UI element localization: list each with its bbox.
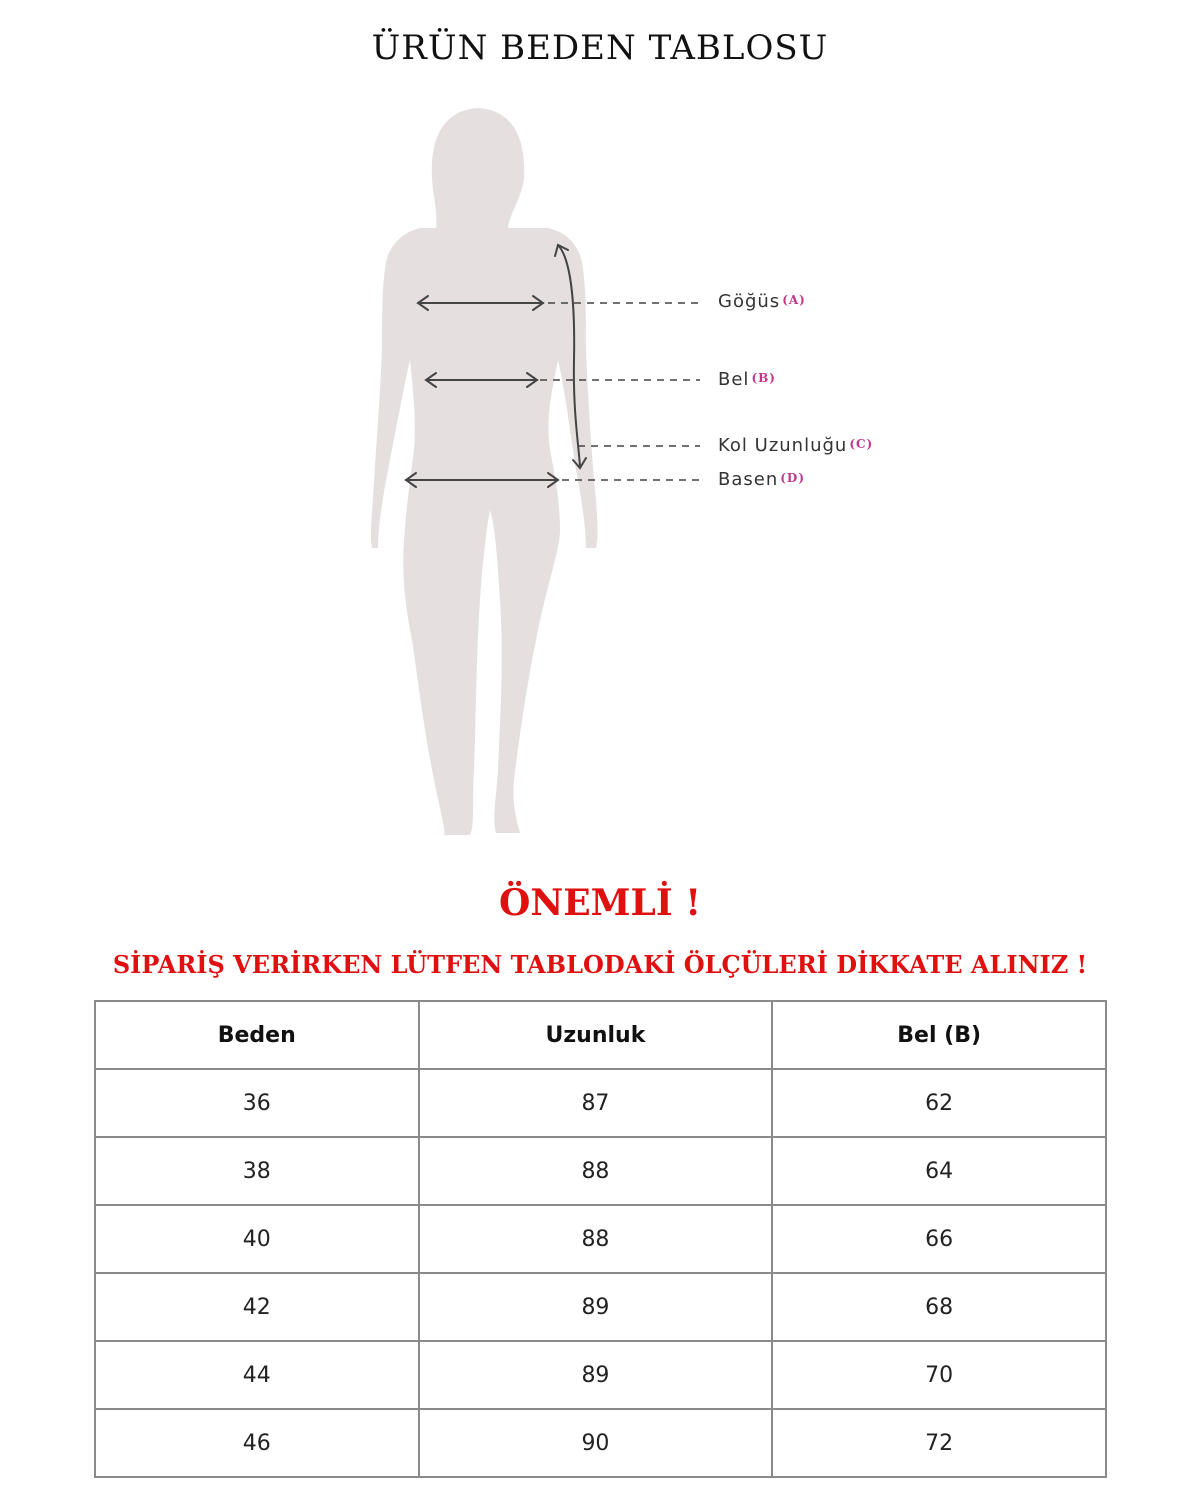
table-cell: 68 — [772, 1273, 1106, 1341]
measure-code: (C) — [849, 437, 874, 451]
table-cell: 44 — [95, 1341, 419, 1409]
measure-name: Bel — [718, 369, 750, 390]
woman-silhouette — [371, 108, 598, 835]
measure-name: Basen — [718, 469, 779, 490]
table-cell: 89 — [419, 1341, 773, 1409]
size-table — [94, 1000, 1107, 1478]
column-header-waist: Bel (B) — [772, 1001, 1106, 1069]
order-notice: SİPARİŞ VERİRKEN LÜTFEN TABLODAKİ ÖLÇÜLERİ DİKKATE ALINIZ ! — [112, 950, 1088, 979]
measure-label-hip — [718, 469, 805, 490]
table-cell: 70 — [772, 1341, 1106, 1409]
measure-code: (D) — [780, 471, 806, 485]
table-cell: 46 — [95, 1409, 419, 1477]
table-cell: 40 — [95, 1205, 419, 1273]
body-measurement-diagram — [0, 100, 1200, 840]
column-header-length: Uzunluk — [419, 1001, 773, 1069]
table-row — [95, 1409, 1106, 1477]
table-row — [95, 1137, 1106, 1205]
table-row — [95, 1341, 1106, 1409]
table-cell: 64 — [772, 1137, 1106, 1205]
table-cell: 88 — [419, 1205, 773, 1273]
measure-name: Kol Uzunluğu — [718, 435, 848, 456]
table-cell: 38 — [95, 1137, 419, 1205]
measure-label-sleeve — [718, 435, 873, 456]
table-cell: 62 — [772, 1069, 1106, 1137]
table-cell: 89 — [419, 1273, 773, 1341]
column-header-size: Beden — [95, 1001, 419, 1069]
body-silhouette-illustration — [0, 100, 1200, 840]
table-cell: 88 — [419, 1137, 773, 1205]
table-cell: 90 — [419, 1409, 773, 1477]
table-cell: 66 — [772, 1205, 1106, 1273]
measure-name: Göğüs — [718, 291, 781, 312]
measure-label-waist — [718, 369, 776, 390]
measure-code: (A) — [782, 293, 806, 307]
important-heading: ÖNEMLİ ! — [498, 882, 702, 924]
table-cell: 36 — [95, 1069, 419, 1137]
table-cell: 42 — [95, 1273, 419, 1341]
table-cell: 87 — [419, 1069, 773, 1137]
table-row — [95, 1273, 1106, 1341]
table-header-row — [95, 1001, 1106, 1069]
table-row — [95, 1069, 1106, 1137]
table-row — [95, 1205, 1106, 1273]
table-cell: 72 — [772, 1409, 1106, 1477]
page-title: ÜRÜN BEDEN TABLOSU — [371, 28, 829, 68]
measure-label-bust — [718, 291, 806, 312]
measure-code: (B) — [751, 371, 776, 385]
